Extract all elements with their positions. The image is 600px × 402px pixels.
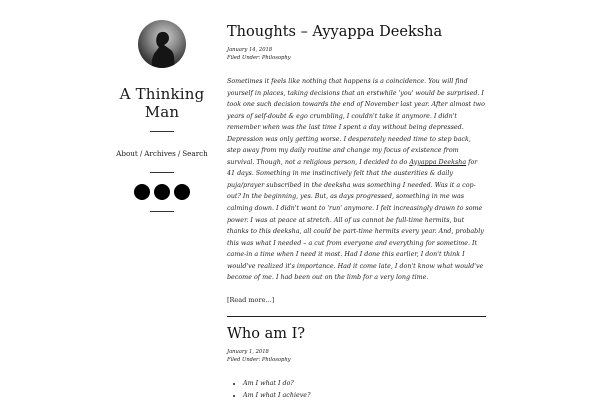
post-meta [227, 348, 486, 364]
post-title[interactable]: Who am I? [227, 326, 306, 342]
social-circle-icon[interactable] [134, 184, 150, 200]
excerpt-text: for 41 days. Something in me instinctively felt that the austerities & daily puja/prayer subscribed in the deeksha was something I needed. Was it a cop-out? In the beginning, yes. But, as days progressed, something in me was calming down. I didn't want to 'run' anymore. I felt increasingly drawn to some power. I was at peace at stretch. All of us cannot be full-time hermits, but thanks to this deeksha, all could be part-time hermits every year. And, probably this was what I needed – a cut from everyone and everything for sometime. It came-in a time when I need it most. Had I done this earlier, I don't think I would've realized it's importance. Had it come late, I don't know what would've become of me. I had been out on the limb for a very long time. [227, 158, 484, 282]
post-date: January 14, 2018 [227, 47, 273, 53]
divider [150, 211, 174, 212]
nav-archives[interactable]: Archives [144, 149, 176, 158]
excerpt-text: Sometimes it feels like nothing that happens is a coincidence. You will find yourself in places, taking decisions that an erstwhile 'you' would be surprised. I took one such decision towards the end of November last year. After almost two years of self-doubt & ego crumbling, I couldn't take it anymore. I didn't remember when was the last time I spent a day without being depressed. Depression was only getting worse. I desperately needed time to step back, step away from my daily routine and change my focus of existence from survival. Though, not a religious person, I decided to do [227, 78, 485, 166]
site-title[interactable]: A Thinking Man [119, 85, 205, 121]
list-item: • Am I what I do? [243, 378, 486, 390]
site-nav [100, 149, 224, 158]
post-excerpt [227, 76, 486, 284]
list-item: • Am I what I achieve? [243, 390, 486, 402]
divider [150, 131, 174, 132]
post-category: Filed Under: Philosophy [227, 357, 291, 363]
post-bullets [227, 378, 486, 402]
post-date: January 1, 2018 [227, 349, 269, 355]
social-circle-icon[interactable] [154, 184, 170, 200]
read-more-link[interactable]: [Read more...] [227, 295, 275, 304]
post-meta [227, 46, 486, 62]
post-title[interactable]: Thoughts – Ayyappa Deeksha [227, 24, 443, 40]
nav-search[interactable]: Search [182, 149, 208, 158]
post-who-am-i [227, 324, 486, 402]
thinker-silhouette-icon [138, 20, 186, 68]
nav-separator: / [139, 149, 143, 158]
divider [150, 172, 174, 173]
social-icons [100, 184, 224, 200]
avatar[interactable] [138, 20, 186, 68]
post-category: Filed Under: Philosophy [227, 55, 291, 61]
sidebar [100, 20, 224, 212]
social-circle-icon[interactable] [174, 184, 190, 200]
post-thoughts-ayyappa-deeksha [227, 22, 486, 317]
nav-separator: / [177, 149, 181, 158]
ayyappa-deeksha-link[interactable]: Ayyappa Deeksha [409, 158, 467, 166]
nav-about[interactable]: About [116, 149, 138, 158]
post-divider [227, 316, 486, 318]
